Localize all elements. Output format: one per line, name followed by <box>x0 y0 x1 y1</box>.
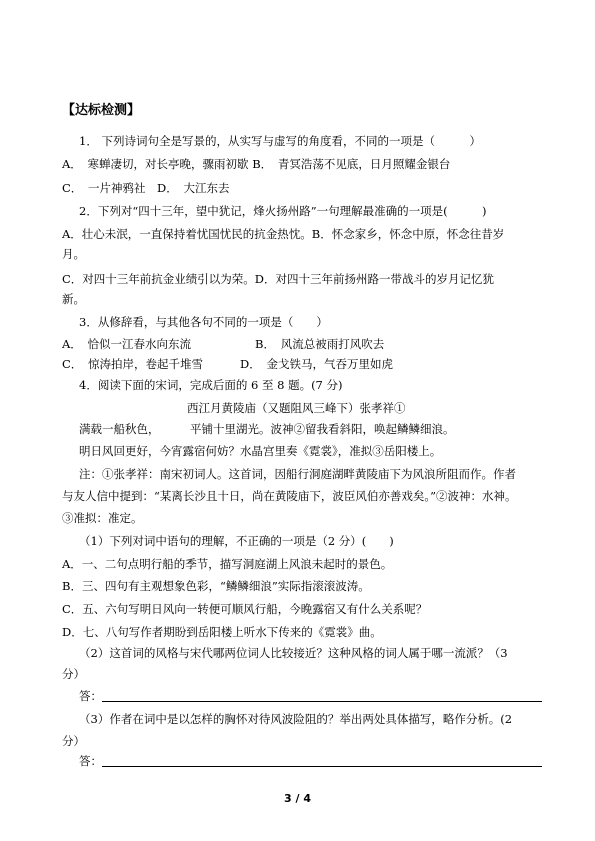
sub1-option-c: C．五、六句写明日风向一转便可顺风行船，今晚露宿又有什么关系呢？ <box>62 602 428 616</box>
q3-option-a: A． 恰似一江春水向东流 <box>62 337 192 351</box>
sub2-stem-cont: 分） <box>62 667 85 681</box>
section-heading: 【达标检测】 <box>62 103 141 118</box>
q3-stem: 3．从修辞看，与其他各句不同的一项是（ ） <box>79 315 328 329</box>
poem-title: 西江月黄陵庙（又题阻风三峰下）张孝祥① <box>187 401 406 415</box>
sub1-stem: （1）下列对词中语句的理解，不正确的一项是（2 分）( ) <box>79 534 394 548</box>
q1-options-cd: C． 一片神鸦社 D． 大江东去 <box>62 181 230 195</box>
q3-option-d: D． 金戈铁马，气吞万里如虎 <box>240 357 393 371</box>
sub3-answer-line[interactable] <box>102 766 542 767</box>
q2-options-cd-cont: 新。 <box>62 292 85 306</box>
page-number: 3 / 4 <box>284 792 311 805</box>
poem-line-1a: 满载一船秋色， <box>79 422 160 436</box>
sub1-option-a: A．一、二句点明行船的季节，描写洞庭湖上风浪未起时的景色。 <box>62 557 393 571</box>
sub2-answer-label: 答： <box>79 689 102 703</box>
sub1-option-d: D．七、八句写作者期盼到岳阳楼上听水下传来的《霓裳》曲。 <box>62 625 382 639</box>
sub3-stem-cont: 分） <box>62 734 85 748</box>
q3-option-c: C． 惊涛拍岸，卷起千堆雪 <box>62 357 204 371</box>
q2-options-ab-cont: 月。 <box>62 247 85 261</box>
poem-line-1b: 平铺十里湖光。波神②留我看斜阳，唤起鳞鳞细浪。 <box>190 422 455 436</box>
q2-options-cd: C．对四十三年前抗金业绩引以为荣。D．对四十三年前扬州路一带战斗的岁月记忆犹 <box>62 272 495 286</box>
q1-stem: 1． 下列诗词句全是写景的，从实写与虚写的角度看，不同的一项是（ ） <box>79 134 481 148</box>
q1-options-ab: A． 寒蝉凄切，对长亭晚，骤雨初歇 B． 青冥浩荡不见底，日月照耀金银台 <box>62 157 451 171</box>
q2-stem: 2．下列对“四十三年，望中犹记，烽火扬州路”一句理解最准确的一项是( ) <box>79 204 487 218</box>
sub3-stem: （3）作者在词中是以怎样的胸怀对待风波险阻的？举出两处具体描写，略作分析。(2 <box>79 712 513 726</box>
note-line-2: 与友人信中提到：“某离长沙且十日，尚在黄陵庙下，波臣风伯亦善戏矣。”②波神：水神。 <box>62 489 517 503</box>
q2-options-ab: A．壮心未泯，一直保持着忧国忧民的抗金热忱。B．怀念家乡，怀念中原，怀念往昔岁 <box>62 227 505 241</box>
note-line-3: ③准拟：准定。 <box>62 511 143 525</box>
sub3-answer-label: 答： <box>79 754 102 768</box>
q4-stem: 4．阅读下面的宋词，完成后面的 6 至 8 题。(7 分) <box>79 378 343 392</box>
sub2-stem: （2）这首词的风格与宋代哪两位词人比较接近？这种风格的词人属于哪一流派？（3 <box>79 646 508 660</box>
sub2-answer-line[interactable] <box>102 701 542 702</box>
sub1-option-b: B．三、四句有主观想象色彩，“鳞鳞细浪”实际指滚滚波涛。 <box>62 579 370 593</box>
poem-line-2: 明日风回更好，今宵露宿何妨？水晶宫里奏《霓裳》，准拟③岳阳楼上。 <box>79 444 442 458</box>
note-line-1: 注：①张孝祥：南宋初词人。这首词，因船行洞庭湖畔黄陵庙下为风浪所阻而作。作者 <box>79 467 516 481</box>
q3-option-b: B． 风流总被雨打风吹去 <box>255 337 385 351</box>
